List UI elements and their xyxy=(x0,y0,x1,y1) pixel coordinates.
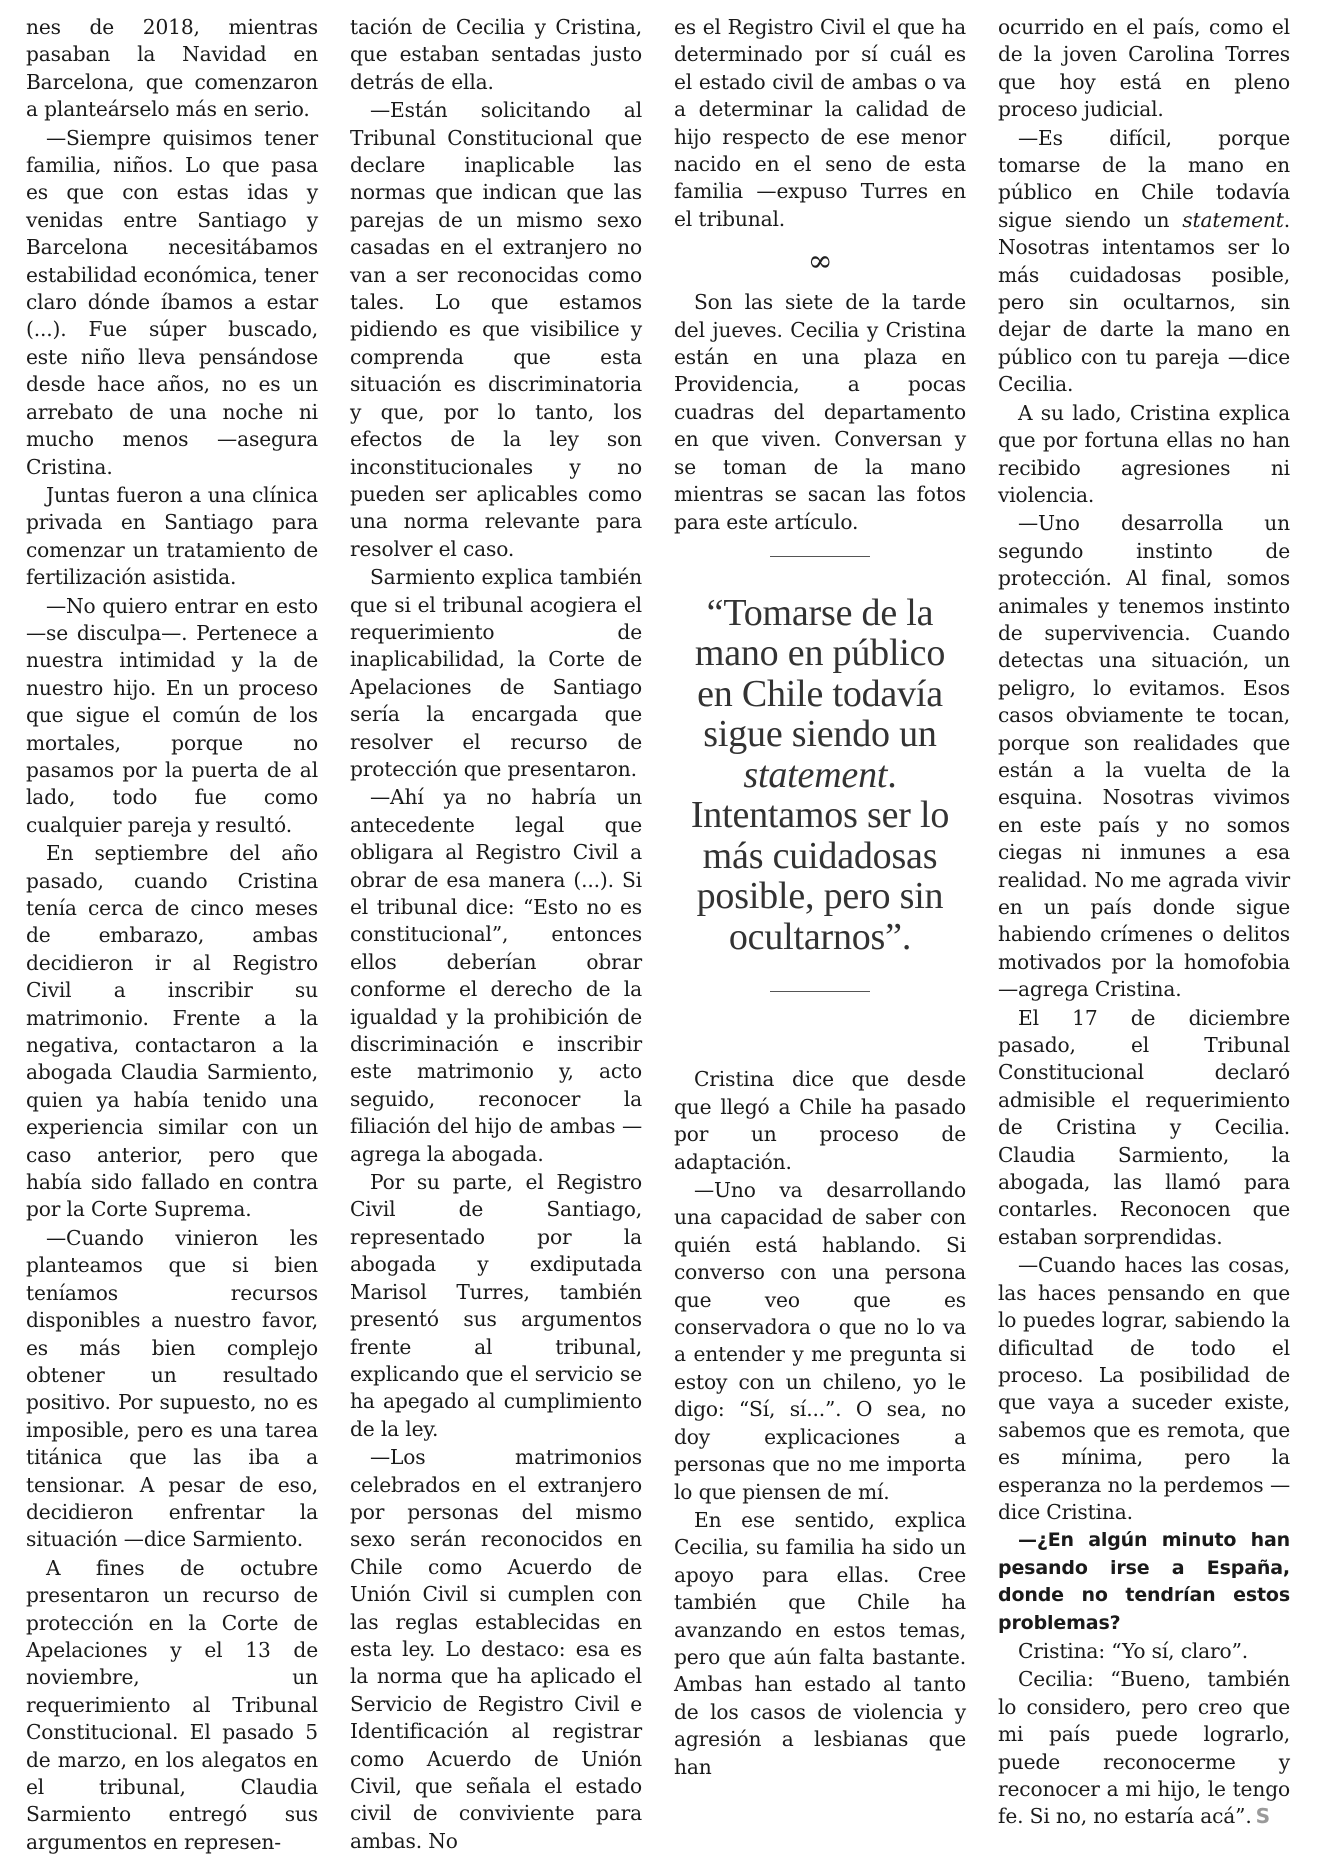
pull-quote-emphasis: statement xyxy=(743,753,888,796)
article-column-4 xyxy=(998,14,1290,1832)
paragraph: En septiembre del año pasado, cuando Cristina tenía cerca de cinco meses de embarazo, ambas decidieron ir al Registro Civil a inscribir su matrimonio. Frente a la negativa, contactaron a la abogada Claudia Sarmiento, quien ya había tenido una experiencia similar con un caso anterior, pero que había sido fallado en contra por la Corte Suprema. xyxy=(26,841,318,1222)
pull-quote-text: “Tomarse de la mano en público en Chile todavía sigue siendo un xyxy=(694,591,946,756)
paragraph: —Los matrimonios celebrados en el extranjero por personas del mismo sexo serán reconocidos en Chile como Acuerdo de Unión Civil si cumplen con las reglas establecidas en esta ley. Lo destaco: esa es la norma que ha aplicado el Servicio de Registro Civil e Identificación al registrar como Acuerdo de Unión Civil, que señala el estado civil de conviviente para ambas. No xyxy=(350,1445,642,1853)
article-column-3 xyxy=(674,14,966,1782)
paragraph: —Uno va desarrollando una capacidad de saber con quién está hablando. Si converso con una persona que veo que es conservadora o que no lo va a entender y me pregunta si estoy con un chileno, yo le digo: “Sí, sí...”. O sea, no doy explicaciones a personas que no me importa lo que piensen de mí. xyxy=(674,1178,966,1504)
paragraph: Son las siete de la tarde del jueves. Cecilia y Cristina están en una plaza en Providencia, a pocas cuadras del departamento en que viven. Conversan y se toman de la mano mientras se sacan las fotos para este artículo. xyxy=(674,290,966,534)
paragraph-text: Cecilia: “Bueno, también lo considero, pero creo que mi país puede lograrlo, puede reconocerme y reconocer a mi hijo, le tengo fe. Si no, no estaría acá”. xyxy=(998,1667,1290,1829)
section-ornament-icon: ∞ xyxy=(807,244,833,280)
paragraph: En ese sentido, explica Cecilia, su familia ha sido un apoyo para ellas. Cree también que Chile ha avanzando en estos temas, pero que aún falta bastante. Ambas han estado al tanto de los casos de violencia y agresión a lesbianas que han xyxy=(674,1507,966,1779)
paragraph: Cristina: “Yo sí, claro”. xyxy=(1018,1638,1249,1663)
pull-quote-text: . Intentamos ser lo más cuidadosas posible, pero sin ocultarnos”. xyxy=(690,753,950,958)
interview-question: —¿En algún minuto han pesando irse a España, donde no tendrían estos problemas? xyxy=(998,1529,1290,1634)
paragraph: Juntas fueron a una clínica privada en Santiago para comenzar un tratamiento de fertilización asistida. xyxy=(26,482,318,590)
paragraph-text: . Nosotras intentamos ser lo más cuidadosas posible, pero sin ocultarnos, sin dejar de darte la mano en público con tu pareja —dice Cecilia. xyxy=(998,207,1290,397)
paragraph: —Cuando vinieron les planteamos que si bien teníamos recursos disponibles a nuestro favor, es más bien complejo obtener un resultado positivo. Por supuesto, no es imposible, pero es una tarea titánica que las iba a tensionar. A pesar de eso, decidieron enfrentar la situación —dice Sarmiento. xyxy=(26,1225,318,1552)
emphasis: statement xyxy=(1182,207,1284,232)
paragraph: A su lado, Cristina explica que por fortuna ellas no han recibido agresiones ni violencia. xyxy=(998,400,1290,507)
paragraph: A fines de octubre presentaron un recurso de protección en la Corte de Apelaciones y el 13 de noviembre, un requerimiento al Tribunal Constitucional. El pasado 5 de marzo, en los alegatos en el tribunal, Claudia Sarmiento entregó sus argumentos en represen- xyxy=(26,1555,318,1854)
paragraph: Sarmiento explica también que si el tribunal acogiera el requerimiento de inaplicabilidad, la Corte de Apelaciones de Santiago sería la encargada que resolver el recurso de protección que presentaron. xyxy=(350,565,642,781)
paragraph: nes de 2018, mientras pasaban la Navidad en Barcelona, que comenzaron a planteárselo más en serio. xyxy=(26,15,318,122)
paragraph: —Cuando haces las cosas, las haces pensando en que lo puedes lograr, sabiendo la dificultad de todo el proceso. La posibilidad de que vaya a suceder existe, sabemos que es remota, que es mínima, pero la esperanza no la perdemos —dice Cristina. xyxy=(998,1253,1290,1524)
paragraph: Por su parte, el Registro Civil de Santiago, representado por la abogada y exdiputada Marisol Turres, también presentó sus argumentos frente al tribunal, explicando que el servicio se ha apegado al cumplimiento de la ley. xyxy=(350,1170,642,1441)
article-column-1 xyxy=(26,14,318,1857)
article-column-2 xyxy=(350,14,642,1856)
paragraph: tación de Cecilia y Cristina, que estaban sentadas justo detrás de ella. xyxy=(350,15,642,94)
pull-quote xyxy=(674,556,966,993)
paragraph: es el Registro Civil el que ha determinado por sí cuál es el estado civil de ambas o va a determinar la calidad de hijo respecto de ese menor nacido en el seno de esta familia —expuso Turres en el tribunal. xyxy=(674,15,966,231)
paragraph xyxy=(998,125,1290,399)
divider xyxy=(770,991,870,992)
paragraph: —Siempre quisimos tener familia, niños. Lo que pasa es que con estas idas y venidas entre Santiago y Barcelona necesitábamos estabilidad económica, tener claro dónde íbamos a estar (...). Fue súper buscado, este niño lleva pensándose desde hace años, no es un arrebato de una noche ni mucho menos —asegura Cristina. xyxy=(26,125,318,479)
paragraph: —Ahí ya no habría un antecedente legal que obligara al Registro Civil a obrar de esa manera (...). Si el tribunal dice: “Esto no es constitucional”, entonces ellos deberían obrar conforme el derecho de la igualdad y la prohibición de discriminación e inscribir este matrimonio y, acto seguido, reconocer la filiación del hijo de ambas —agrega la abogada. xyxy=(350,785,642,1166)
paragraph: El 17 de diciembre pasado, el Tribunal Constitucional declaró admisible el requerimiento de Cristina y Cecilia. Claudia Sarmiento, la abogada, las llamó para contarles. Reconocen que estaban sorprendidas. xyxy=(998,1005,1290,1249)
paragraph xyxy=(998,1666,1290,1830)
paragraph: Cristina dice que desde que llegó a Chile ha pasado por un proceso de adaptación. xyxy=(674,1067,966,1174)
paragraph: —No quiero entrar en esto —se disculpa—. Pertenece a nuestra intimidad y la de nuestro hijo. En un proceso que sigue el común de los mortales, porque no pasamos por la puerta de al lado, todo fue como cualquier pareja y resultó. xyxy=(26,593,318,837)
paragraph-text: —Es difícil, porque tomarse de la mano en público en Chile todavía sigue siendo un xyxy=(998,125,1290,232)
paragraph: ocurrido en el país, como el de la joven Carolina Torres que hoy está en pleno proceso judicial. xyxy=(998,15,1290,122)
paragraph: —Uno desarrolla un segundo instinto de protección. Al final, somos animales y tenemos instinto de supervivencia. Cuando detectas una situación, un peligro, lo evitamos. Esos casos obviamente te tocan, porque son realidades que están a la vuelta de la esquina. Nosotras vivimos en este país y no somos ciegas ni inmunes a esa realidad. No me agrada vivir en un país donde sigue habiendo crímenes o delitos motivados por la homofobia —agrega Cristina. xyxy=(998,511,1290,1002)
end-mark-logo: S xyxy=(1255,1804,1270,1829)
divider xyxy=(770,556,870,557)
paragraph: —Están solicitando al Tribunal Constitucional que declare inaplicable las normas que indican que las parejas de un mismo sexo casadas en el extranjero no van a ser reconocidas como tales. Lo que estamos pidiendo es que visibilice y comprenda que esta situación es discriminatoria y que, por lo tanto, los efectos de la ley son inconstitucionales y no pueden ser aplicables como una norma relevante para resolver el caso. xyxy=(350,98,642,561)
